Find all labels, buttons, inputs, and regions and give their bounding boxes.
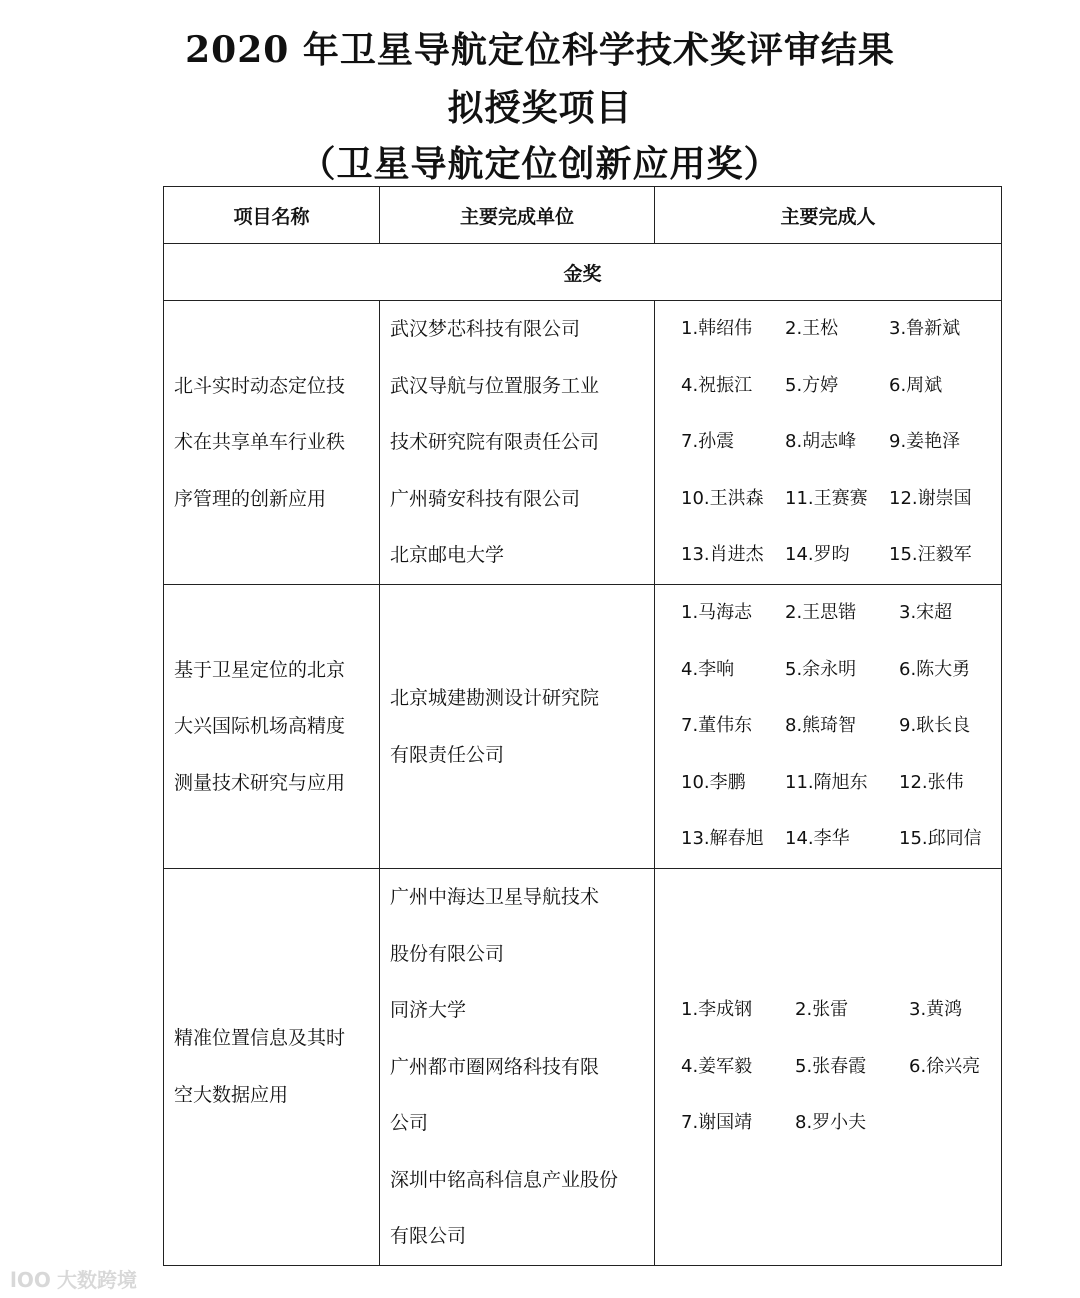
watermark [10, 1264, 137, 1293]
unit-line: 同济大学 [390, 999, 467, 1021]
project-name-line: 基于卫星定位的北京 [174, 658, 346, 681]
person-name: 1.马海志 [681, 602, 753, 624]
unit-line: 北京城建勘测设计研究院 [390, 687, 600, 709]
person-name: 14.李华 [785, 828, 850, 850]
person-name: 5.余永明 [785, 658, 857, 680]
watermark-text: 大数跨境 [56, 1268, 137, 1292]
page-title: 2020 年卫星导航定位科学技术奖评审结果 [185, 29, 895, 71]
person-name: 11.隋旭东 [785, 771, 868, 793]
person-name: 2.王松 [785, 318, 839, 340]
unit-line: 武汉导航与位置服务工业 [390, 374, 600, 397]
person-name: 7.谢国靖 [681, 1112, 753, 1133]
table-row [164, 585, 1002, 869]
unit-line: 广州中海达卫星导航技术 [390, 886, 600, 908]
people-cell [655, 869, 1002, 1266]
person-name: 9.姜艳泽 [889, 431, 961, 453]
person-name: 3.宋超 [899, 602, 953, 624]
award-category-title: （卫星导航定位创新应用奖） [299, 143, 781, 185]
person-name: 3.黄鸿 [909, 999, 963, 1020]
unit-line: 公司 [390, 1112, 429, 1134]
unit-line: 北京邮电大学 [390, 544, 505, 567]
person-name: 13.解春旭 [681, 828, 764, 850]
units-cell [380, 585, 655, 869]
person-name: 3.鲁新斌 [889, 318, 961, 340]
header-main-people: 主要完成人 [655, 187, 1002, 244]
project-name-line: 空大数据应用 [174, 1083, 289, 1106]
person-name: 6.徐兴亮 [909, 1055, 981, 1077]
units-cell [380, 869, 655, 1266]
person-name: 9.耿长良 [899, 715, 971, 737]
person-name: 4.祝振江 [681, 374, 753, 396]
person-name: 2.张雷 [795, 999, 849, 1020]
watermark-logo-icon: lOO [10, 1268, 51, 1292]
people-cell [655, 301, 1002, 585]
unit-line: 股份有限公司 [390, 942, 505, 965]
person-name: 1.韩绍伟 [681, 318, 753, 340]
unit-line: 广州都市圈网络科技有限 [390, 1055, 600, 1078]
project-name-cell [164, 301, 380, 585]
project-name-line: 大兴国际机场高精度 [174, 715, 346, 738]
person-name: 12.张伟 [899, 771, 964, 793]
unit-line: 技术研究院有限责任公司 [390, 431, 600, 454]
award-level: 金奖 [164, 244, 1002, 301]
person-name: 2.王思锴 [785, 602, 857, 624]
award-level-row [164, 244, 1002, 301]
project-name-cell [164, 585, 380, 869]
person-name: 10.王洪森 [681, 487, 764, 509]
person-name: 11.王赛赛 [785, 487, 868, 509]
unit-line: 武汉梦芯科技有限公司 [390, 318, 581, 341]
person-name: 6.陈大勇 [899, 658, 971, 680]
project-name-line: 术在共享单车行业秩 [174, 431, 346, 454]
person-name: 13.肖进杰 [681, 544, 764, 566]
unit-line: 有限责任公司 [390, 743, 505, 766]
units-cell [380, 301, 655, 585]
project-name-line: 测量技术研究与应用 [174, 771, 346, 794]
unit-line: 深圳中铭高科信息产业股份 [390, 1168, 619, 1191]
header-row [164, 187, 1002, 244]
person-name: 5.方婷 [785, 374, 839, 396]
person-name: 7.董伟东 [681, 715, 753, 737]
person-name: 8.熊琦智 [785, 715, 857, 737]
page-subtitle: 拟授奖项目 [447, 87, 633, 129]
project-name-line: 北斗实时动态定位技 [174, 374, 346, 397]
header-main-units: 主要完成单位 [380, 187, 655, 244]
person-name: 12.谢崇国 [889, 487, 972, 509]
person-name: 4.李响 [681, 658, 735, 680]
table-row [164, 869, 1002, 1266]
person-name: 1.李成钢 [681, 999, 753, 1020]
project-name-line: 精准位置信息及其时 [174, 1027, 346, 1050]
person-name: 8.胡志峰 [785, 431, 857, 453]
person-name: 5.张春霞 [795, 1055, 867, 1077]
person-name: 7.孙震 [681, 431, 735, 453]
person-name: 4.姜军毅 [681, 1055, 753, 1077]
person-name: 10.李鹏 [681, 771, 746, 793]
unit-line: 广州骑安科技有限公司 [390, 487, 581, 510]
person-name: 15.汪毅军 [889, 544, 972, 566]
unit-line: 有限公司 [390, 1225, 467, 1247]
project-name-cell [164, 869, 380, 1266]
project-name-line: 序管理的创新应用 [174, 487, 327, 510]
people-cell [655, 585, 1002, 869]
person-name: 15.邱同信 [899, 828, 982, 850]
table-row [164, 301, 1002, 585]
header-project-name: 项目名称 [164, 187, 380, 244]
results-table [163, 186, 1002, 1266]
person-name: 8.罗小夫 [795, 1112, 867, 1133]
person-name: 6.周斌 [889, 374, 943, 396]
person-name: 14.罗昀 [785, 544, 850, 566]
